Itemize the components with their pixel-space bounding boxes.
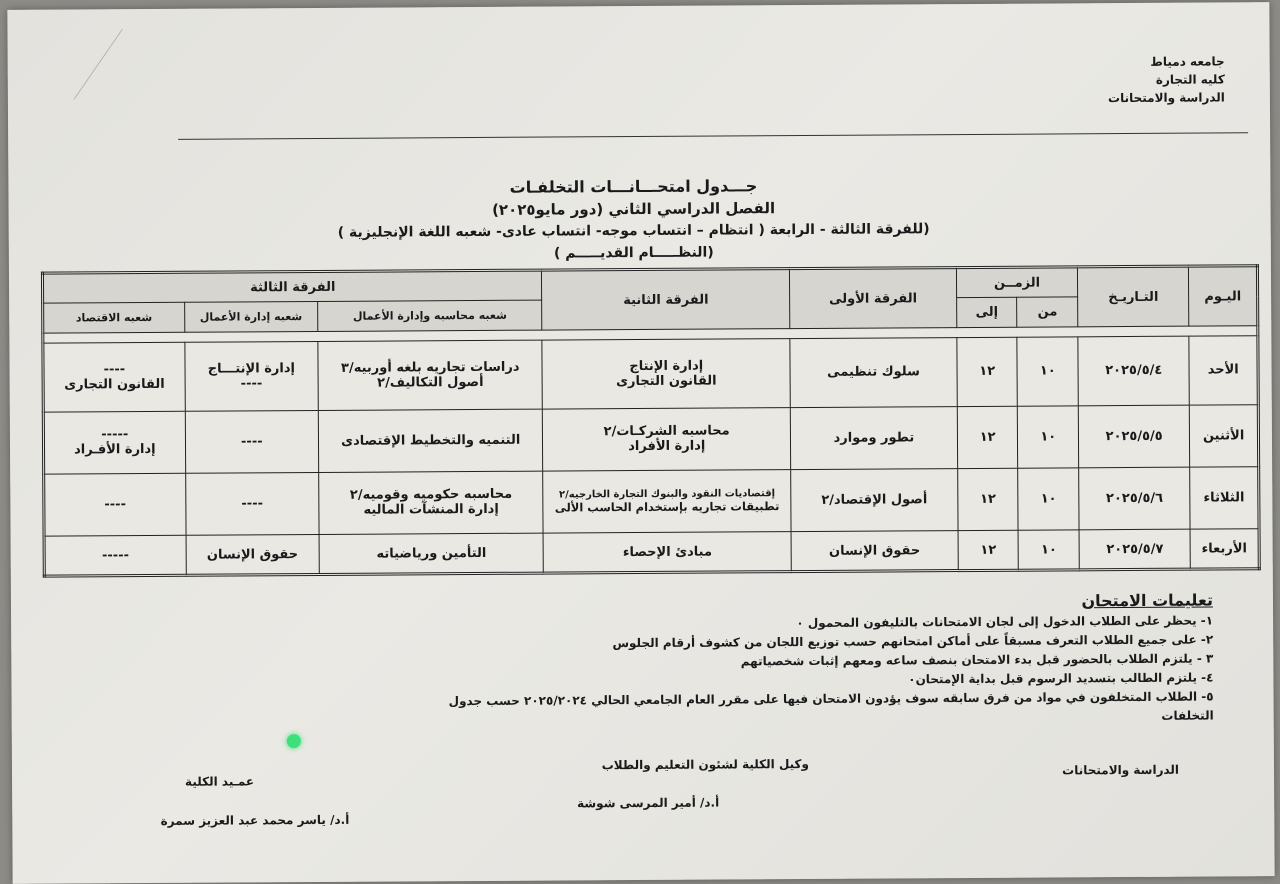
cell-day: الأثنين — [1190, 404, 1259, 467]
institution-header — [1108, 52, 1225, 107]
department-name: الدراسة والامتحانات — [1107, 90, 1225, 106]
main-title: جـــدول امتحـــانـــات التخلفـات — [509, 176, 758, 197]
cell-from: ١٠ — [1019, 530, 1080, 570]
subject-line: إدارة المنشآت الماليه — [363, 502, 499, 519]
cell-third-economics — [43, 411, 185, 474]
cell-third-business: حقوق الإنسان — [186, 534, 320, 575]
instructions-title: تعليمات الامتحان — [1081, 590, 1214, 611]
table-row — [43, 404, 1258, 474]
cell-to: ١٢ — [958, 530, 1019, 570]
header-third-accounting: شعبه محاسبه وإدارة الأعمال — [318, 300, 543, 331]
cell-third-business — [185, 472, 319, 535]
header-from: من — [1017, 297, 1078, 327]
exam-schedule-table — [41, 264, 1261, 577]
cell-second-level: مبادئ الإحصاء — [543, 532, 791, 573]
cell-third-business — [184, 341, 318, 411]
subject-line: ---- — [240, 376, 263, 392]
cell-first-level: سلوك تنظيمى — [790, 338, 957, 408]
levels-title: (للفرقة الثالثة - الرابعة ( انتظام – انتساب موجه- انتساب عادى- شعبه اللغة الإنجليزية ) — [337, 221, 930, 241]
cell-from: ١٠ — [1018, 406, 1079, 468]
instruction-item: ٣ - يلتزم الطلاب بالحضور قبل بدء الامتحان بنصف ساعه ومعهم إثبات شخصياتهم — [740, 651, 1214, 669]
header-third-economics: شعبه الاقتصاد — [43, 302, 185, 333]
cell-third-accounting — [318, 340, 543, 410]
cell-third-accounting — [319, 471, 544, 534]
cell-second-level — [543, 469, 791, 533]
instruction-item: ٢- على جميع الطلاب التعرف مسبقاً على أماكن امتحانهم حسب توزيع اللجان من كشوف أرقام الجلوس — [612, 632, 1214, 651]
subject-line: ---- — [104, 497, 127, 513]
signature-exams: الدراسة والامتحانات — [1062, 762, 1180, 778]
header-second-level: الفرقة الثانية — [542, 269, 790, 331]
cell-day: الثلاثاء — [1190, 467, 1259, 530]
table-row — [44, 467, 1259, 537]
subject-line: إدارة الإنتـــاج — [207, 360, 295, 377]
subject-line: ---- — [103, 362, 126, 378]
subject-line: تطبيقات تجاريه بإستخدام الحاسب الألى — [554, 499, 780, 515]
subject-line: أصول التكاليف/٢ — [377, 374, 484, 391]
header-day: اليـوم — [1189, 266, 1258, 326]
subject-line: التنميه والتخطيط الإقتصادى — [341, 432, 521, 449]
subject-line: ---- — [241, 496, 264, 512]
subject-line: إدارة الإنتاج — [629, 358, 704, 374]
cell-third-economics: ----- — [44, 535, 186, 576]
header-third-level: الفرقة الثالثة — [42, 270, 542, 303]
subject-line: دراسات تجاريه بلغه أوربيه/٣ — [340, 359, 520, 376]
cell-to: ١٢ — [957, 468, 1018, 530]
cell-date: ٢٠٢٥/٥/٧ — [1079, 529, 1190, 570]
system-title: (النظـــــام القديـــــم ) — [553, 244, 714, 262]
cell-date: ٢٠٢٥/٥/٦ — [1079, 467, 1191, 530]
subject-line: ---- — [240, 434, 263, 450]
cell-third-economics — [44, 473, 186, 536]
cell-to: ١٢ — [957, 337, 1018, 406]
subject-line: إقتصاديات النقود والبنوك التجارة الخارجيه/٢ — [559, 488, 776, 501]
table-row — [43, 336, 1258, 412]
cell-third-accounting — [318, 409, 543, 472]
subject-line: القانون التجارى — [616, 373, 717, 390]
cell-second-level — [542, 339, 790, 409]
cell-third-accounting: التأمين ورياضياته — [319, 533, 544, 574]
faculty-name: كليه التجارة — [1155, 72, 1225, 87]
signature-vice-dean-name: أ.د/ أمير المرسى شوشة — [577, 795, 720, 811]
document-page — [7, 2, 1274, 884]
cell-date: ٢٠٢٥/٥/٥ — [1078, 405, 1190, 468]
green-marker-dot — [287, 734, 301, 748]
document-titles — [308, 174, 959, 266]
subject-line: محاسبه حكوميه وقوميه/٢ — [349, 487, 513, 504]
signature-vice-dean-title: وكيل الكلية لشئون التعليم والطلاب — [601, 756, 810, 773]
signature-dean-title: عمـيد الكلية — [184, 774, 255, 789]
cell-to: ١٢ — [957, 406, 1018, 468]
cell-date: ٢٠٢٥/٥/٤ — [1078, 336, 1190, 405]
cell-first-level: تطور وموارد — [790, 406, 957, 469]
subject-line: إدارة الأفـراد — [74, 442, 156, 458]
semester-title: الفصل الدراسي الثاني (دور مايو٢٠٢٥) — [491, 199, 776, 219]
cell-day: الأحد — [1189, 336, 1258, 405]
cell-day: الأربعاء — [1190, 529, 1259, 569]
subject-line: القانون التجارى — [64, 376, 165, 393]
instruction-item: ١- يحظر على الطلاب الدخول إلى لجان الامتحانات بالتليفون المحمول ٠ — [796, 613, 1214, 631]
cell-third-economics — [43, 342, 185, 412]
instruction-item: ٥- الطلاب المتخلفون في مواد من فرق سابقه سوف يؤدون الامتحان فيها على مقرر العام الجامعي الحالي ٢٠٢٥/٢٠٢٤ حسب جدول التخلفات — [448, 689, 1214, 723]
table-row — [44, 529, 1259, 576]
cell-from: ١٠ — [1017, 337, 1078, 406]
subject-line: محاسبه الشركـات/٢ — [603, 423, 730, 440]
cell-second-level — [543, 407, 791, 471]
cell-first-level: حقوق الإنسان — [791, 531, 958, 572]
signature-dean-name: أ.د/ ياسر محمد عبد العزيز سمرة — [160, 812, 350, 828]
university-name: جامعه دمياط — [1150, 54, 1225, 69]
header-divider — [178, 132, 1248, 140]
header-date: التـاريـخ — [1078, 266, 1190, 327]
header-to: إلى — [956, 297, 1017, 327]
paper-fold-mark — [3, 29, 123, 100]
header-third-business: شعبه إدارة الأعمال — [184, 301, 318, 332]
cell-from: ١٠ — [1018, 468, 1079, 530]
exam-instructions — [393, 591, 1214, 731]
cell-third-business — [185, 410, 319, 473]
header-time: الزمــن — [956, 267, 1077, 298]
header-first-level: الفرقة الأولى — [789, 268, 956, 329]
subject-line: ----- — [101, 427, 129, 443]
cell-first-level: أصول الإقتصاد/٢ — [791, 468, 958, 531]
instruction-item: ٤- يلتزم الطالب بتسديد الرسوم قبل بداية الإمتحان٠ — [908, 670, 1214, 687]
subject-line: إدارة الأفراد — [628, 438, 706, 455]
